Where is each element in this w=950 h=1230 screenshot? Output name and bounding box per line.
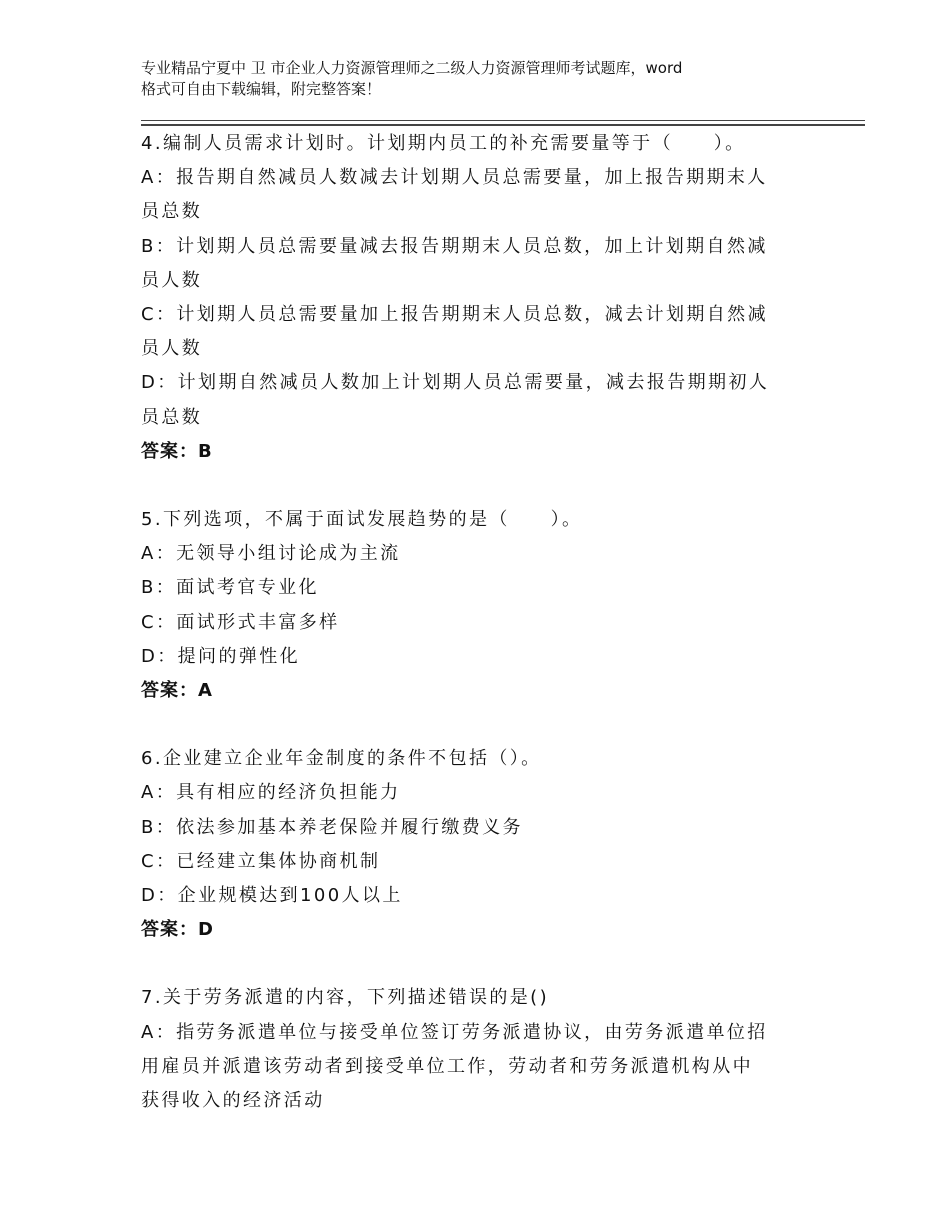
option-c: C：面试形式丰富多样 <box>141 611 340 633</box>
option-d-line-2: 员总数 <box>141 406 203 428</box>
option-b: B：面试考官专业化 <box>141 577 319 599</box>
option-a: A：无领导小组讨论成为主流 <box>141 543 401 565</box>
question-7 <box>141 981 821 1118</box>
option-a-line-3: 获得收入的经济活动 <box>141 1090 325 1112</box>
option-c-line-1: C：计划期人员总需要量加上报告期期末人员总数，减去计划期自然减 <box>141 304 768 326</box>
question-stem: 6.企业建立企业年金制度的条件不包括（）。 <box>141 748 542 770</box>
question-4 <box>141 127 821 469</box>
header-line-2: 格式可自由下载编辑，附完整答案！ <box>141 80 382 98</box>
header-divider-thin <box>141 120 865 121</box>
option-c-line-2: 员人数 <box>141 338 203 360</box>
option-d: D：提问的弹性化 <box>141 645 301 667</box>
answer-label: 答案：D <box>141 919 214 941</box>
question-stem: 7.关于劳务派遣的内容，下列描述错误的是() <box>141 987 550 1009</box>
header-line-1: 专业精品宁夏中 卫 市企业人力资源管理师之二级人力资源管理师考试题库，word <box>141 59 683 77</box>
option-a-line-1: A：指劳务派遣单位与接受单位签订劳务派遣协议，由劳务派遣单位招 <box>141 1021 768 1043</box>
question-5 <box>141 503 821 708</box>
header-divider-thick <box>141 124 865 126</box>
option-c: C：已经建立集体协商机制 <box>141 850 381 872</box>
option-d-line-1: D：计划期自然减员人数加上计划期人员总需要量，减去报告期期初人 <box>141 372 770 394</box>
answer-label: 答案：A <box>141 680 213 702</box>
question-spacer <box>141 708 821 742</box>
option-a-line-1: A：报告期自然减员人数减去计划期人员总需要量，加上报告期期末人 <box>141 167 768 189</box>
answer-label: 答案：B <box>141 440 213 462</box>
document-header <box>141 58 841 100</box>
question-list <box>141 127 821 1118</box>
question-6 <box>141 742 821 947</box>
option-b-line-2: 员人数 <box>141 269 203 291</box>
question-spacer <box>141 947 821 981</box>
question-spacer <box>141 469 821 503</box>
question-stem: 4.编制人员需求计划时。计划期内员工的补充需要量等于（ ）。 <box>141 133 746 154</box>
question-stem: 5.下列选项，不属于面试发展趋势的是（ ）。 <box>141 509 583 531</box>
option-a: A：具有相应的经济负担能力 <box>141 782 401 804</box>
option-b: B：依法参加基本养老保险并履行缴费义务 <box>141 816 523 838</box>
option-a-line-2: 员总数 <box>141 201 203 223</box>
option-b-line-1: B：计划期人员总需要量减去报告期期末人员总数，加上计划期自然减 <box>141 235 768 257</box>
option-d: D：企业规模达到100人以上 <box>141 885 403 907</box>
option-a-line-2: 用雇员并派遣该劳动者到接受单位工作，劳动者和劳务派遣机构从中 <box>141 1055 753 1077</box>
